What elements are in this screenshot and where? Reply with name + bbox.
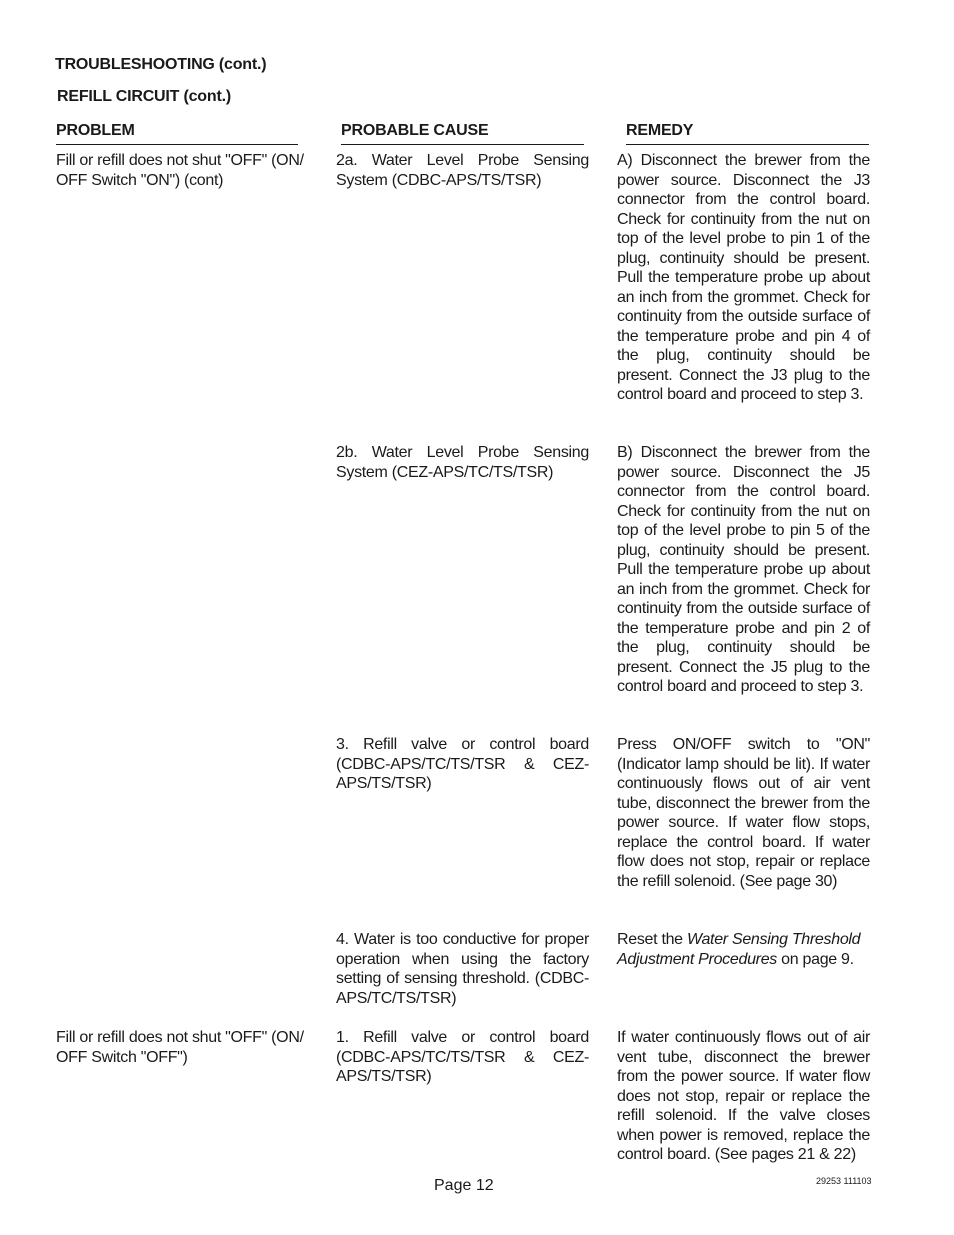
column-header-remedy: REMEDY <box>626 122 869 145</box>
table-row-1-problem: Fill or refill does not shut "OFF" (ON/ OFF Switch "ON") (cont) <box>56 152 304 189</box>
table-row-3-remedy: Press ON/OFF switch to "ON" (Indicator lamp should be lit). If water continuously flows out of air vent tube, disconnect the brewer from the power source. If water flow stops, replace the control board. If water flow does not stop, repair or replace the refill solenoid. (See page 30) <box>617 736 870 890</box>
subsection-title: REFILL CIRCUIT (cont.) <box>57 88 231 105</box>
procedure-reference: Water Sensing Threshold Adjustment Procedures <box>617 931 861 968</box>
section-title: TROUBLESHOOTING (cont.) <box>55 56 267 73</box>
table-row-2-cause: 2b. Water Level Probe Sensing System (CEZ-APS/TC/TS/TSR) <box>336 444 589 481</box>
table-row-4-cause: 4. Water is too conductive for proper operation when using the factory setting of sensing threshold. (CDBC-APS/TC/TS/TSR) <box>336 931 589 1007</box>
document-code: 29253 111103 <box>816 1176 872 1186</box>
table-row-4-remedy: Reset the Water Sensing Threshold Adjustment Procedures on page 9. <box>617 931 861 968</box>
table-row-1-cause: 2a. Water Level Probe Sensing System (CDBC-APS/TS/TSR) <box>336 152 589 189</box>
column-header-problem: PROBLEM <box>56 122 298 145</box>
table-row-3-cause: 3. Refill valve or control board (CDBC-APS/TC/TS/TSR & CEZ-APS/TS/TSR) <box>336 736 589 792</box>
column-header-probable-cause: PROBABLE CAUSE <box>341 122 584 145</box>
table-row-5-cause: 1. Refill valve or control board (CDBC-APS/TC/TS/TSR & CEZ-APS/TS/TSR) <box>336 1029 589 1085</box>
table-row-1-remedy: A) Disconnect the brewer from the power source. Disconnect the J3 connector from the control board. Check for continuity from the nut on top of the level probe to pin 1 of the plug, continuity should be present. Pull the temperature probe up about an inch from the grommet. Check for continuity from the outside surface of the temperature probe and pin 4 of the plug, continuity should be present. Connect the J3 plug to the control board and proceed to step 3. <box>617 152 870 403</box>
table-row-5-remedy: If water continuously flows out of air vent tube, disconnect the brewer from the power source. If water flow does not stop, repair or replace the refill solenoid. If the valve closes when power is removed, replace the control board. (See pages 21 & 22) <box>617 1029 870 1163</box>
table-row-5-problem: Fill or refill does not shut "OFF" (ON/ OFF Switch "OFF") <box>56 1029 304 1066</box>
page-number: Page 12 <box>434 1177 494 1194</box>
table-row-2-remedy: B) Disconnect the brewer from the power source. Disconnect the J5 connector from the control board. Check for continuity from the nut on top of the level probe to pin 5 of the plug, continuity should be present. Pull the temperature probe up about an inch from the grommet. Check for continuity from the outside surface of the temperature probe and pin 2 of the plug, continuity should be present. Connect the J5 plug to the control board and proceed to step 3. <box>617 444 870 695</box>
